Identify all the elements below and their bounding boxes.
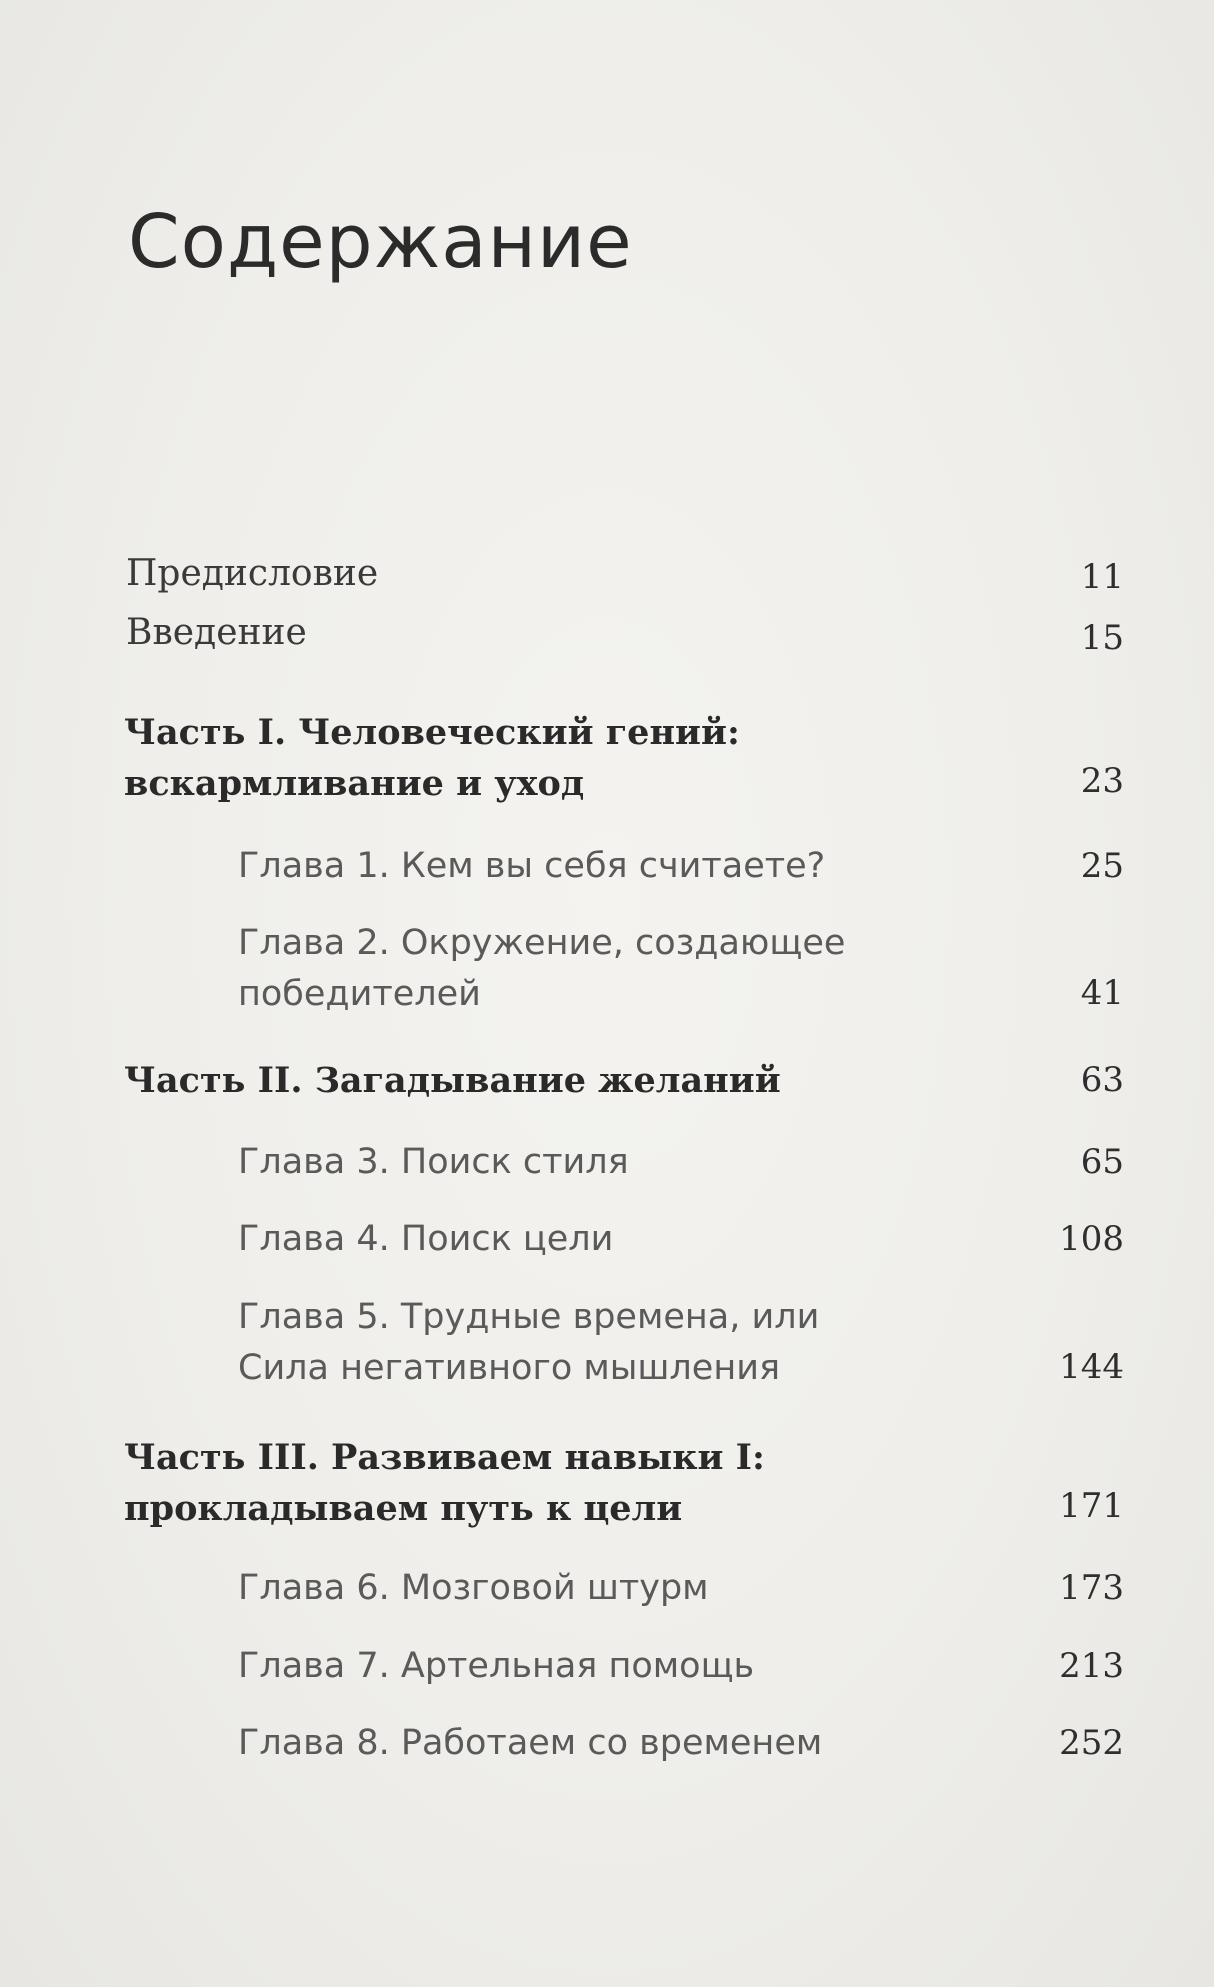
page-title: Содержание [128, 199, 633, 285]
toc-entry-title [124, 707, 740, 809]
toc-entry-title [124, 1055, 781, 1106]
toc-entry-page-number: 171 [1059, 1486, 1124, 1526]
toc-entry-title-line: Часть III. Развиваем навыки I: [124, 1437, 765, 1478]
toc-entry-page-number: 11 [1080, 557, 1124, 597]
toc-entry-page-number: 173 [1059, 1568, 1124, 1608]
toc-entry-title [124, 1432, 765, 1534]
toc-entry-page-number: 213 [1059, 1646, 1124, 1686]
toc-entry-page-number: 252 [1059, 1723, 1124, 1763]
toc-entry-title-line: Часть II. Загадывание желаний [124, 1060, 781, 1101]
toc-entry-title-line: Предисловие [126, 553, 379, 594]
toc-entry-title-line: Глава 5. Трудные времена, или [238, 1297, 820, 1337]
toc-entry-title [238, 1641, 754, 1692]
toc-entry-title [238, 1563, 709, 1614]
toc-entry-title-line: Глава 3. Поиск стиля [238, 1142, 629, 1182]
toc-entry-title [238, 841, 825, 892]
toc-entry-title-line: Глава 2. Окружение, создающее [238, 923, 846, 963]
toc-entry-title-line: Глава 7. Артельная помощь [238, 1646, 755, 1686]
toc-entry-title-line: Введение [126, 612, 307, 653]
toc-entry-page-number: 25 [1080, 846, 1124, 886]
toc-entry-title-line: Глава 8. Работаем со временем [238, 1723, 823, 1763]
toc-entry-page-number: 41 [1080, 973, 1124, 1013]
toc-entry-page-number: 23 [1080, 761, 1124, 801]
toc-entry-page-number: 108 [1059, 1219, 1124, 1259]
toc-entry-title [126, 553, 379, 594]
toc-entry-page-number: 65 [1080, 1142, 1124, 1182]
toc-entry-title [238, 1137, 629, 1188]
toc-entry-page-number: 63 [1080, 1060, 1124, 1100]
toc-entry-page-number: 144 [1059, 1347, 1124, 1387]
toc-entry-title-line: Глава 4. Поиск цели [238, 1219, 614, 1259]
toc-entry-title-line: Сила негативного мышления [238, 1348, 781, 1388]
toc-entry-title-line: Глава 6. Мозговой штурм [238, 1568, 709, 1608]
toc-entry-title [126, 612, 307, 653]
toc-entry-title-line: вскармливание и уход [124, 763, 585, 804]
toc-entry-title [238, 1214, 613, 1265]
toc-entry-title [238, 1292, 819, 1394]
toc-entry-title [238, 1718, 822, 1769]
toc-entry-title [238, 918, 845, 1020]
toc-entry-title-line: прокладываем путь к цели [124, 1488, 683, 1529]
toc-entry-page-number: 15 [1080, 618, 1124, 658]
toc-entry-title-line: победителей [238, 974, 481, 1014]
toc-entry-title-line: Глава 1. Кем вы себя считаете? [238, 846, 826, 886]
toc-entry-title-line: Часть I. Человеческий гений: [124, 712, 740, 753]
